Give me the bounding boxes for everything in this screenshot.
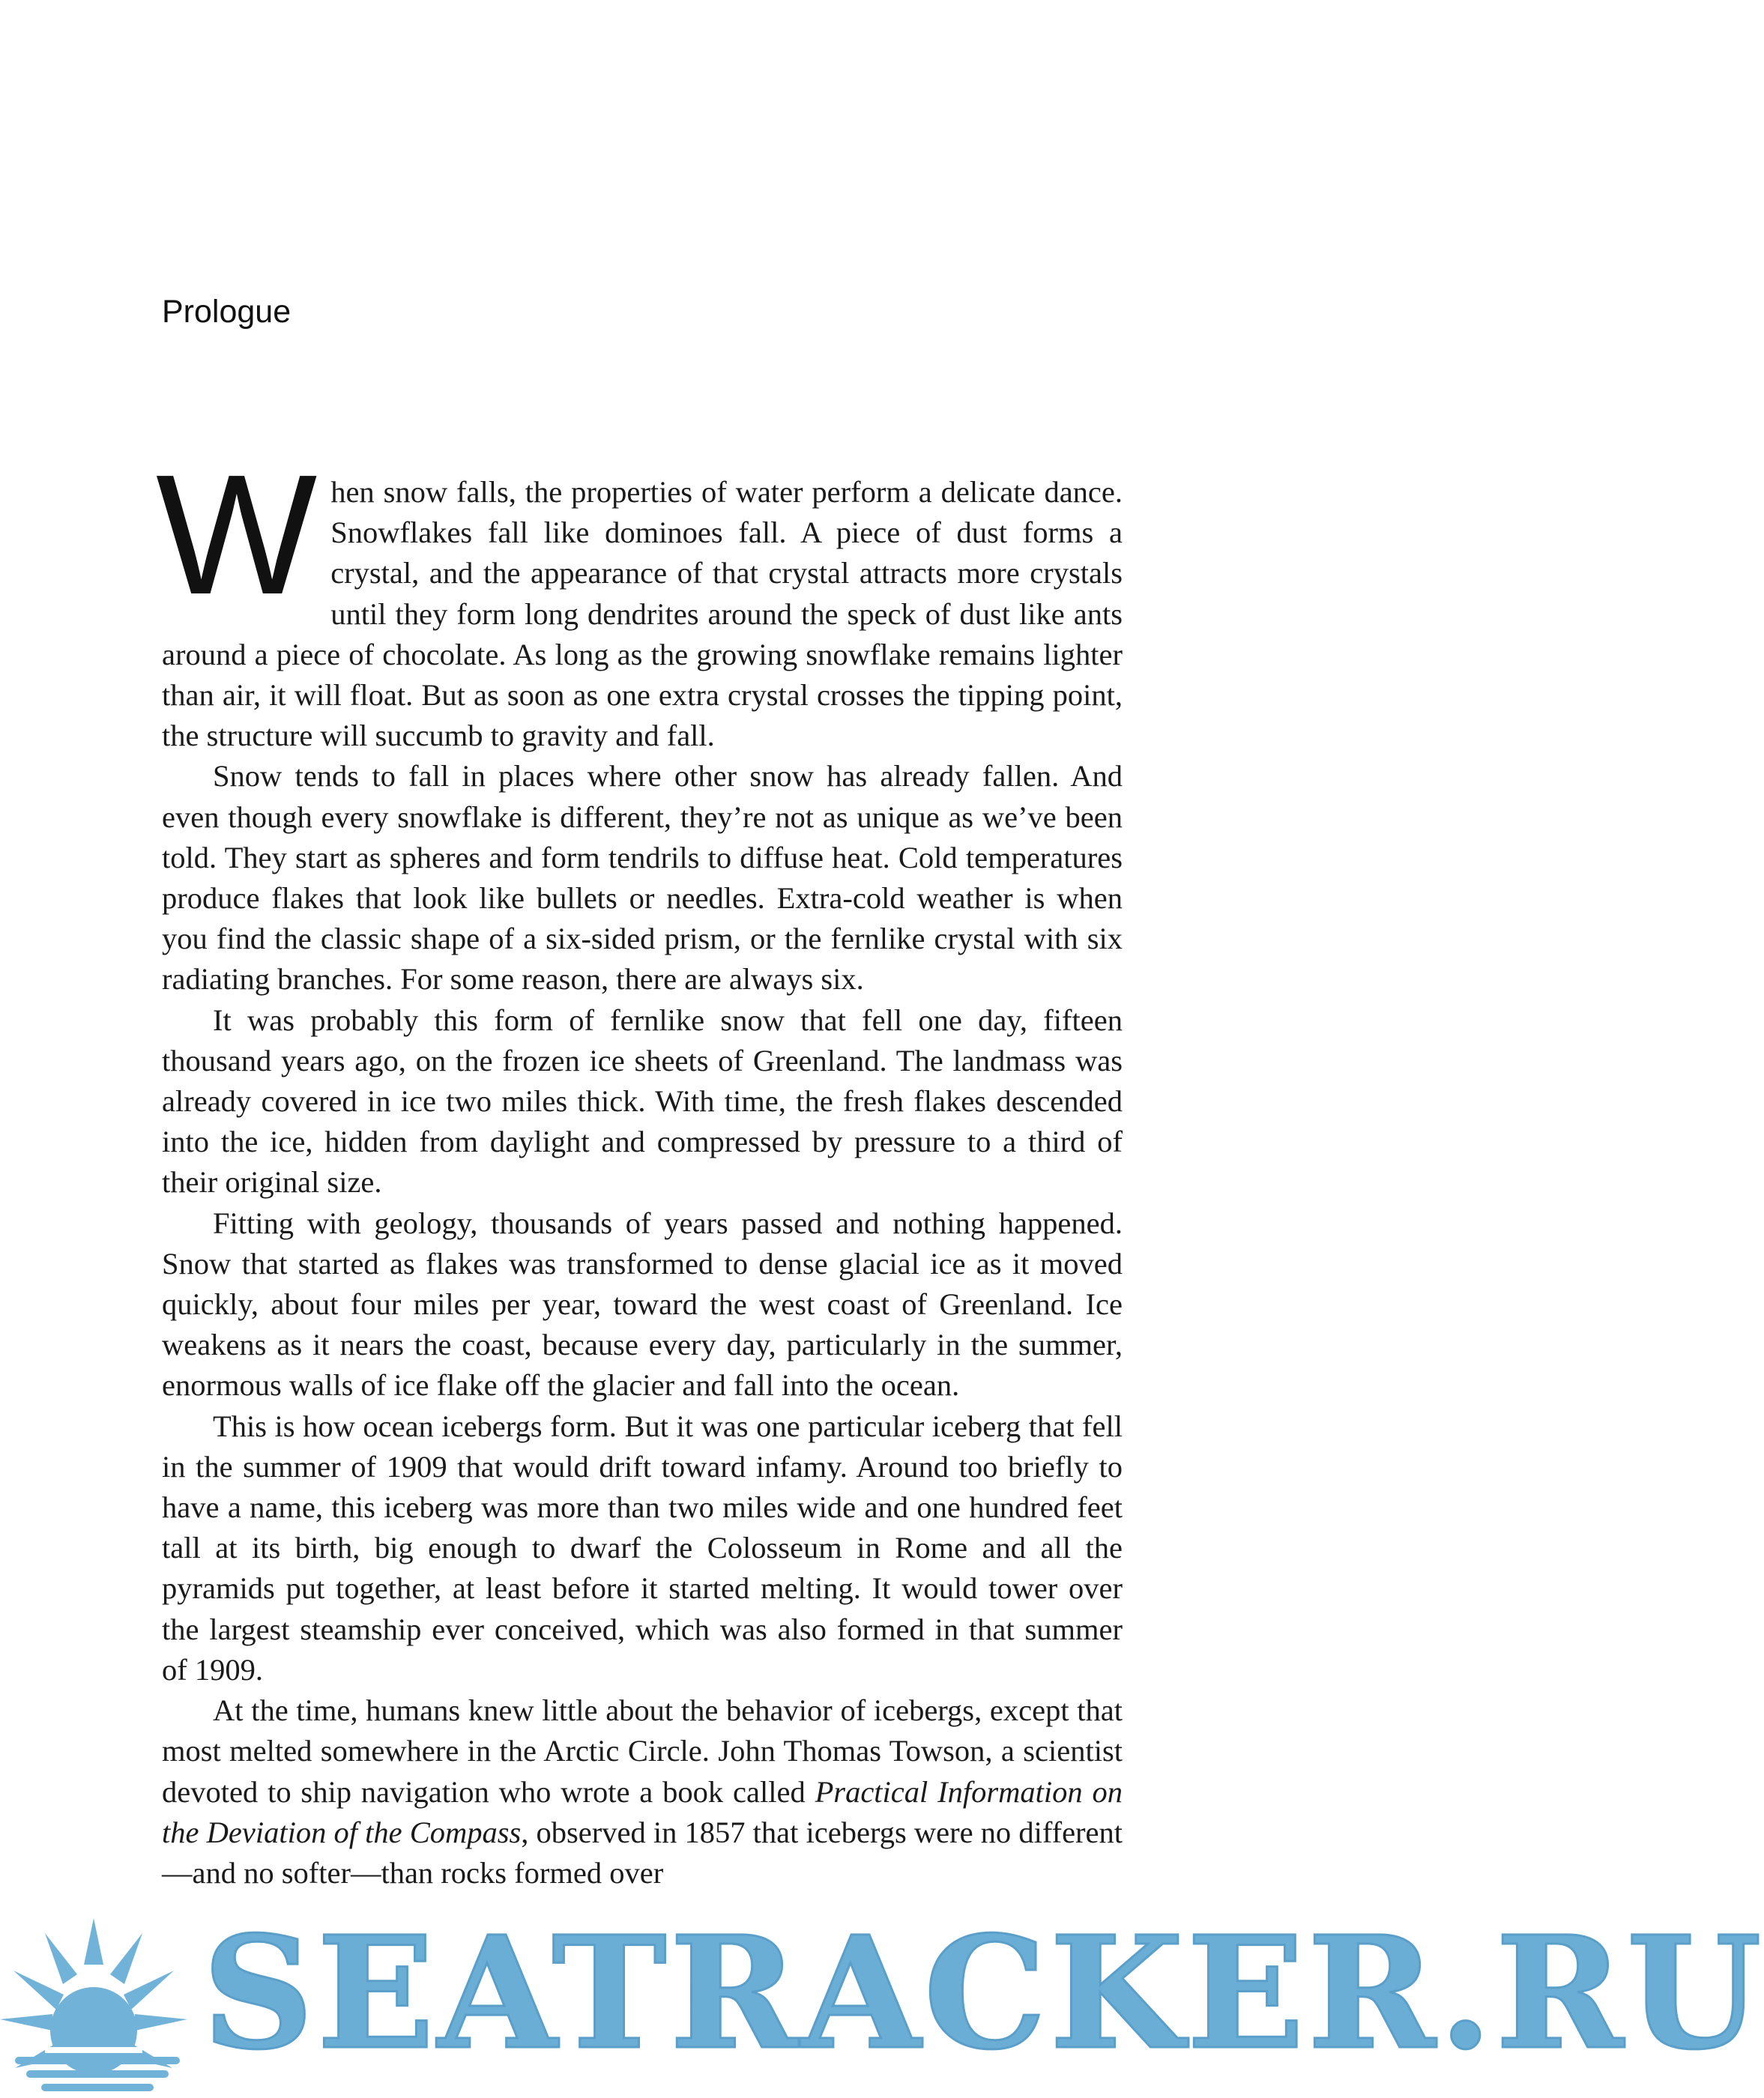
paragraph-6-text-after: , observed in 1857 that icebergs were no different—and no softer—than rocks formed over [162,1815,1123,1890]
chapter-title: Prologue [162,294,292,330]
paragraph-1 [156,440,1123,756]
watermark-text: SEATRACKER.RU [202,1902,1764,2084]
body-text [156,440,1123,1893]
book-title: Practical Information on the Deviation of the Compass [162,1774,1123,1849]
paragraph-6 [162,1690,1123,1893]
paragraph-2: Snow tends to fall in places where other snow has already fallen. And even though every snowflake is different, they’re not as unique as we’ve been told. They start as spheres and form tendrils to diffuse heat. Cold temperatures produce flakes that look like bullets or needles. Extra-cold weather is when you find the classic shape of a six-sided prism, or the fernlike crystal with six radiating branches. For some reason, there are always six. [162,759,1123,997]
paragraph-6-text-before: At the time, humans knew little about the behavior of icebergs, except that most melted somewhere in the Arctic Circle. John Thomas Towson, a scientist devoted to ship navigation who wrote a book called [162,1693,1123,1809]
paragraph-3: It was probably this form of fernlike snow that fell one day, fifteen thousand years ago, on the frozen ice sheets of Greenland. The landmass was already covered in ice two miles thick. With time, the fresh flakes descended into the ice, hidden from daylight and compressed by pressure to a third of their original size. [162,1003,1123,1200]
paragraph-1-text: hen snow falls, the properties of water perform a delicate dance. Snowflakes fall like dominoes fall. A piece of dust forms a crystal, and the appearance of that crystal attracts more crystals until they form long dendrites around the speck of dust like ants around a piece of chocolate. As long as the growing snowflake remains lighter than air, it will float. But as soon as one extra crystal crosses the tipping point, the structure will succumb to gravity and fall. [162,475,1123,753]
drop-cap: W [156,440,315,630]
paragraph-5: This is how ocean icebergs form. But it was one particular iceberg that fell in the summer of 1909 that would drift toward infamy. Around too briefly to have a name, this iceberg was more than two miles wide and one hundred feet tall at its birth, big enough to dwarf the Colosseum in Rome and all the pyramids put together, at least before it started melting. It would tower over the largest steamship ever conceived, which was also formed in that summer of 1909. [162,1409,1123,1687]
paragraph-4: Fitting with geology, thousands of years passed and nothing happened. Snow that started as flakes was transformed to dense glacial ice as it moved quickly, about four miles per year, toward the west coast of Greenland. Ice weakens as it nears the coast, because every day, particularly in the summer, enormous walls of ice flake off the glacier and fall into the ocean. [162,1206,1123,1403]
sun-icon [0,1918,202,2098]
